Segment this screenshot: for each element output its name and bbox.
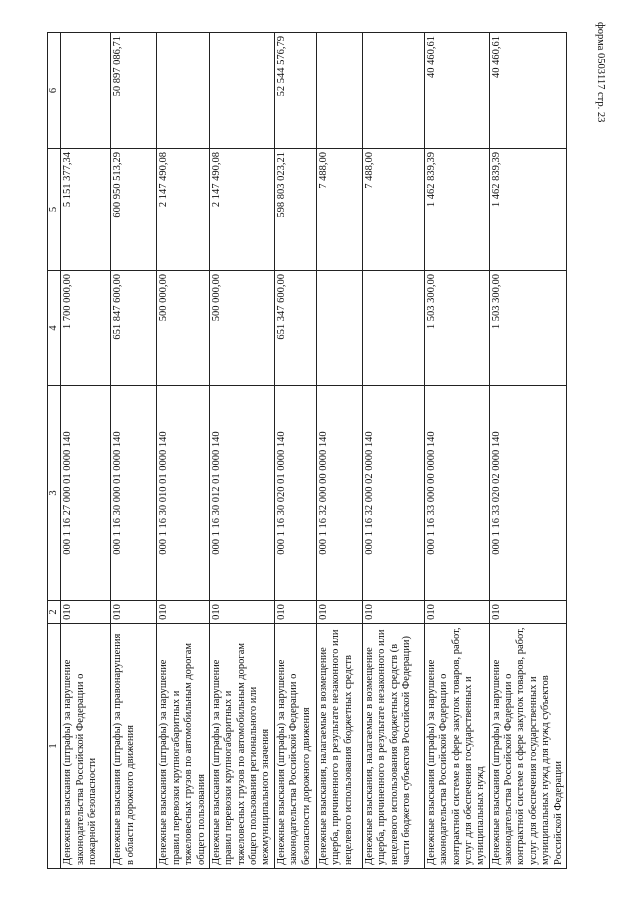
line-code-cell: 010 xyxy=(316,601,362,624)
approved-cell: 1 503 300,00 xyxy=(489,271,566,386)
table-row xyxy=(424,33,489,869)
income-name-cell: Денежные взыскания (штрафы) за нарушение законодательства Российской Федерации о безопасности дорожного движения xyxy=(274,624,316,869)
approved-cell: 1 700 000,00 xyxy=(61,271,111,386)
line-code-cell: 010 xyxy=(157,601,210,624)
table-row xyxy=(157,33,210,869)
approved-cell: 500 000,00 xyxy=(157,271,210,386)
table-row xyxy=(274,33,316,869)
income-code-cell: 000 1 16 32 000 00 0000 140 xyxy=(316,386,362,601)
income-name-cell: Денежные взыскания (штрафы) за нарушение законодательства Российской Федерации о контрактной системе в сфере закупок товаров, работ, услуг для обеспечения государственных и муниципальных нужд xyxy=(424,624,489,869)
column-number-header: 5 xyxy=(48,149,61,271)
unexecuted-cell: 40 460,61 xyxy=(489,33,566,149)
line-code-cell: 010 xyxy=(362,601,424,624)
unexecuted-cell xyxy=(157,33,210,149)
approved-cell: 651 847 600,00 xyxy=(111,271,157,386)
income-code-cell: 000 1 16 32 000 02 0000 140 xyxy=(362,386,424,601)
income-name-cell: Денежные взыскания, налагаемые в возмещение ущерба, причиненного в результате незаконного или нецелевого использования бюджетных средств (в части бюджетов субъектов Российской Федерации) xyxy=(362,624,424,869)
income-code-cell: 000 1 16 30 010 01 0000 140 xyxy=(157,386,210,601)
table-row xyxy=(489,33,566,869)
income-code-cell: 000 1 16 30 020 01 0000 140 xyxy=(274,386,316,601)
unexecuted-cell: 50 897 086,71 xyxy=(111,33,157,149)
executed-cell: 598 803 023,21 xyxy=(274,149,316,271)
income-name-cell: Денежные взыскания (штрафы) за нарушение законодательства Российской Федерации о пожарной безопасности xyxy=(61,624,111,869)
unexecuted-cell: 40 460,61 xyxy=(424,33,489,149)
approved-cell xyxy=(362,271,424,386)
approved-cell: 1 503 300,00 xyxy=(424,271,489,386)
form-number-label: форма 0503117 стр. 23 xyxy=(595,22,606,123)
table-row xyxy=(316,33,362,869)
executed-cell: 2 147 490,08 xyxy=(157,149,210,271)
line-code-cell: 010 xyxy=(274,601,316,624)
line-code-cell: 010 xyxy=(61,601,111,624)
executed-cell: 1 462 839,39 xyxy=(489,149,566,271)
line-code-cell: 010 xyxy=(111,601,157,624)
approved-cell: 651 347 600,00 xyxy=(274,271,316,386)
income-name-cell: Денежные взыскания (штрафы) за правонарушения в области дорожного движения xyxy=(111,624,157,869)
income-name-cell: Денежные взыскания (штрафы) за нарушение законодательства Российской Федерации о контрактной системе в сфере закупок товаров, работ, услуг для обеспечения государственных и муниципальных нужд для нужд субъектов Российской Федерации xyxy=(489,624,566,869)
unexecuted-cell: 52 544 576,79 xyxy=(274,33,316,149)
unexecuted-cell xyxy=(316,33,362,149)
approved-cell xyxy=(316,271,362,386)
column-number-header: 4 xyxy=(48,271,61,386)
executed-cell: 5 151 377,34 xyxy=(61,149,111,271)
unexecuted-cell xyxy=(209,33,274,149)
income-code-cell: 000 1 16 33 020 02 0000 140 xyxy=(489,386,566,601)
income-name-cell: Денежные взыскания (штрафы) за нарушение правил перевозки крупногабаритных и тяжеловесных грузов по автомобильным дорогам общего пользования xyxy=(157,624,210,869)
unexecuted-cell xyxy=(362,33,424,149)
column-number-row xyxy=(48,33,61,869)
unexecuted-cell xyxy=(61,33,111,149)
table-row xyxy=(61,33,111,869)
approved-cell: 500 000,00 xyxy=(209,271,274,386)
executed-cell: 1 462 839,39 xyxy=(424,149,489,271)
column-number-header: 3 xyxy=(48,386,61,601)
income-name-cell: Денежные взыскания (штрафы) за нарушение правил перевозки крупногабаритных и тяжеловесных грузов по автомобильным дорогам общего пользования регионального или межмуниципального значения xyxy=(209,624,274,869)
income-code-cell: 000 1 16 30 000 01 0000 140 xyxy=(111,386,157,601)
table-row xyxy=(362,33,424,869)
table-row xyxy=(111,33,157,869)
executed-cell: 2 147 490,08 xyxy=(209,149,274,271)
executed-cell: 7 488,00 xyxy=(316,149,362,271)
executed-cell: 7 488,00 xyxy=(362,149,424,271)
income-report-table xyxy=(47,32,567,869)
line-code-cell: 010 xyxy=(209,601,274,624)
column-number-header: 2 xyxy=(48,601,61,624)
column-number-header: 1 xyxy=(48,624,61,869)
line-code-cell: 010 xyxy=(489,601,566,624)
table-row xyxy=(209,33,274,869)
income-code-cell: 000 1 16 27 000 01 0000 140 xyxy=(61,386,111,601)
income-code-cell: 000 1 16 33 000 00 0000 140 xyxy=(424,386,489,601)
line-code-cell: 010 xyxy=(424,601,489,624)
executed-cell: 600 950 513,29 xyxy=(111,149,157,271)
income-name-cell: Денежные взыскания, налагаемые в возмещение ущерба, причиненного в результате незаконного или нецелевого использования бюджетных средств xyxy=(316,624,362,869)
income-code-cell: 000 1 16 30 012 01 0000 140 xyxy=(209,386,274,601)
column-number-header: 6 xyxy=(48,33,61,149)
